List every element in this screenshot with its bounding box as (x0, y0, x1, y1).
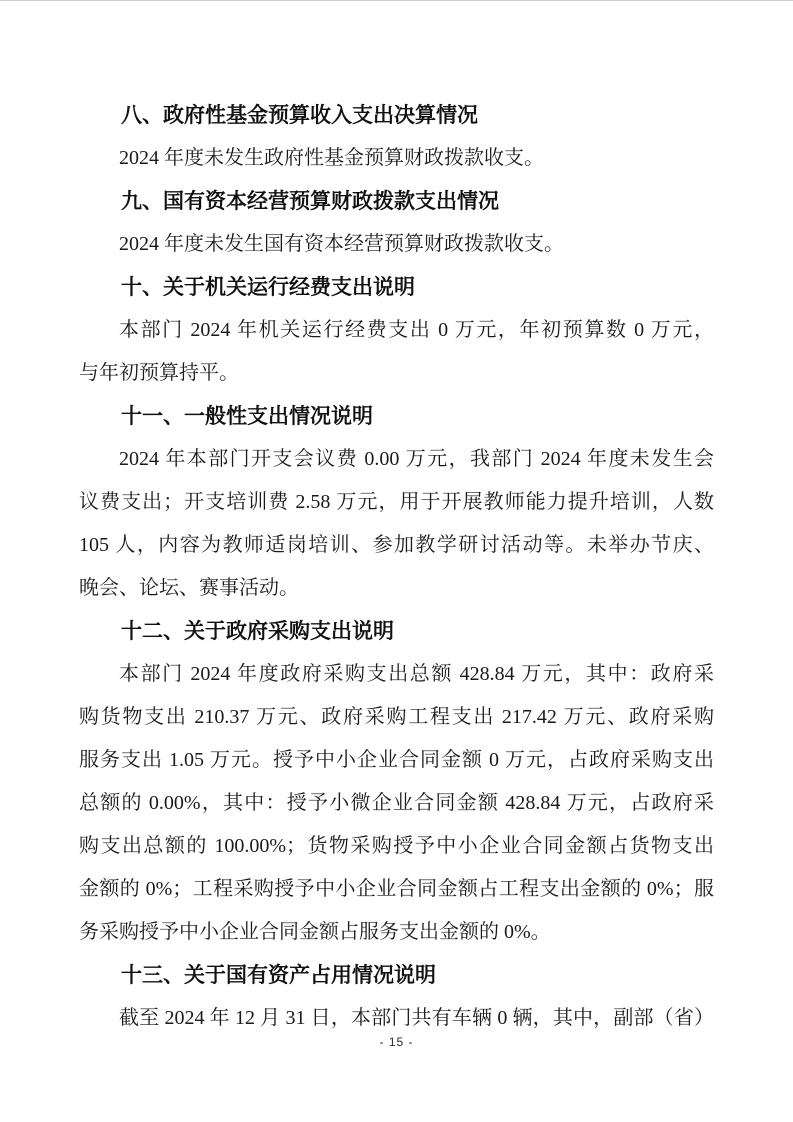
section-heading-12: 十二、关于政府采购支出说明 (121, 620, 394, 643)
paragraph-line: 本部门 2024 年度政府采购支出总额 428.84 万元，其中：政府采 (119, 663, 714, 685)
page-number: - 15 - (379, 1035, 414, 1049)
paragraph-line: 金额的 0%；工程采购授予中小企业合同金额占工程支出金额的 0%；服 (79, 878, 714, 900)
document-body (79, 94, 714, 1040)
section-heading-9: 九、国有资本经营预算财政拨款支出情况 (121, 190, 499, 213)
section-heading-8: 八、政府性基金预算收入支出决算情况 (121, 104, 478, 127)
paragraph-line: 105 人，内容为教师适岗培训、参加教学研讨活动等。未举办节庆、 (79, 534, 714, 556)
paragraph-line: 服务支出 1.05 万元。授予中小企业合同金额 0 万元，占政府采购支出 (79, 749, 714, 771)
paragraph-line: 总额的 0.00%，其中：授予小微企业合同金额 428.84 万元，占政府采 (79, 792, 714, 814)
paragraph-line: 务采购授予中小企业合同金额占服务支出金额的 0%。 (79, 921, 551, 943)
paragraph-line: 与年初预算持平。 (79, 362, 239, 384)
paragraph-line: 购支出总额的 100.00%；货物采购授予中小企业合同金额占货物支出 (79, 835, 714, 857)
section-heading-13: 十三、关于国有资产占用情况说明 (121, 964, 436, 987)
section-heading-11: 十一、一般性支出情况说明 (121, 405, 373, 428)
paragraph-line: 议费支出；开支培训费 2.58 万元，用于开展教师能力提升培训，人数 (79, 491, 714, 513)
paragraph-line: 2024 年度未发生政府性基金预算财政拨款收支。 (119, 147, 544, 169)
paragraph-line: 购货物支出 210.37 万元、政府采购工程支出 217.42 万元、政府采购 (79, 706, 714, 728)
paragraph-line: 2024 年度未发生国有资本经营预算财政拨款收支。 (119, 233, 564, 255)
paragraph-line: 晚会、论坛、赛事活动。 (79, 577, 299, 599)
section-heading-10: 十、关于机关运行经费支出说明 (121, 276, 415, 299)
paragraph-line: 本部门 2024 年机关运行经费支出 0 万元，年初预算数 0 万元， (119, 319, 714, 341)
paragraph-line: 2024 年本部门开支会议费 0.00 万元，我部门 2024 年度未发生会 (119, 448, 714, 470)
paragraph-line: 截至 2024 年 12 月 31 日，本部门共有车辆 0 辆，其中，副部（省） (119, 1007, 714, 1029)
